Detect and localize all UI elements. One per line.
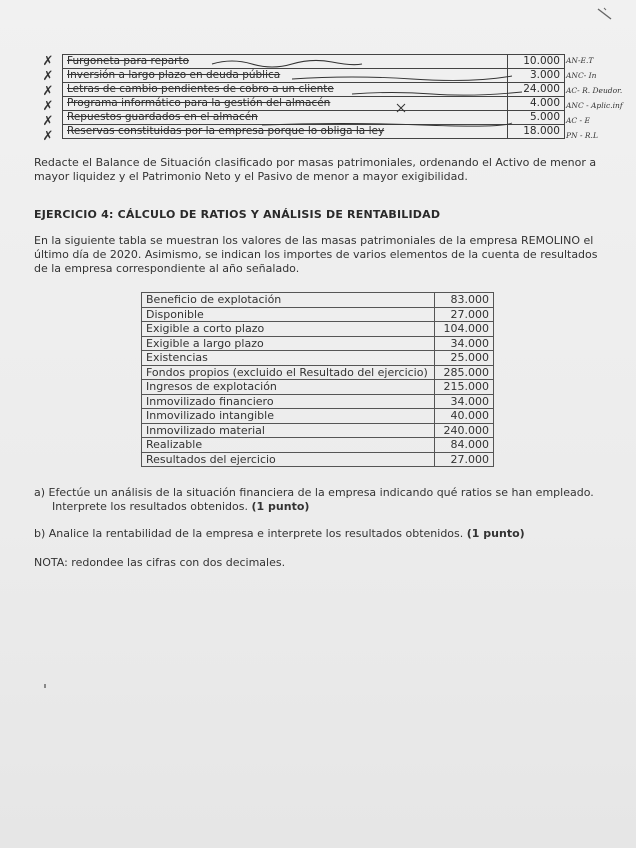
value-cell: 27.000 (435, 452, 494, 467)
question-b-points: (1 punto) (466, 527, 525, 540)
value-cell: 34.000 (435, 336, 494, 351)
value-cell: 25.000 (435, 351, 494, 366)
balance-data-table (141, 292, 494, 467)
label-cell: Beneficio de explotación (142, 293, 435, 308)
label-cell: Ingresos de explotación (142, 380, 435, 395)
table-row (142, 409, 494, 424)
cross-mark: ✗ (42, 84, 54, 99)
value-cell: 215.000 (435, 380, 494, 395)
exercise-heading: EJERCICIO 4: CÁLCULO DE RATIOS Y ANÁLISIS DE RENTABILIDAD (34, 208, 441, 221)
instruction-text: Redacte el Balance de Situación clasificado por masas patrimoniales, ordenando el Activo de menor a mayor liquidez y el Patrimonio Neto y el Pasivo de menor a mayor exigibilidad. (34, 156, 597, 183)
label-cell: Disponible (142, 307, 435, 322)
question-a (34, 486, 614, 514)
value-cell: 83.000 (435, 293, 494, 308)
value-cell: 18.000 (508, 125, 565, 139)
value-cell: 10.000 (508, 55, 565, 69)
label-cell: Inmovilizado financiero (142, 394, 435, 409)
handwritten-note: AC- R. Deudor. (566, 86, 623, 95)
question-b (34, 527, 614, 541)
table-row (142, 365, 494, 380)
question-a-line2-wrap (34, 500, 614, 514)
handwritten-note: AN-E.T (566, 56, 594, 65)
value-cell: 285.000 (435, 365, 494, 380)
cross-mark: ✗ (42, 69, 54, 84)
question-b-text: b) Analice la rentabilidad de la empresa e interprete los resultados obtenidos. (34, 527, 464, 540)
table-row (142, 307, 494, 322)
rounding-note: NOTA: redondee las cifras con dos decimales. (34, 556, 286, 569)
question-a-points: (1 punto) (251, 500, 310, 513)
pen-strikes (62, 54, 566, 146)
table-row (142, 351, 494, 366)
table-row (142, 423, 494, 438)
handwritten-note: PN - R.L (566, 131, 598, 140)
table-row (142, 452, 494, 467)
exercise-intro: En la siguiente tabla se muestran los valores de las masas patrimoniales de la empresa REMOLINO el último día de 2020. Asimismo, se indican los importes de varios elementos de la cuenta de resultados de la empresa correspondiente al año señalado. (34, 234, 598, 275)
table-row (142, 322, 494, 337)
value-cell: 3.000 (508, 69, 565, 83)
label-cell: Realizable (142, 438, 435, 453)
question-a-line2: Interprete los resultados obtenidos. (52, 500, 249, 513)
label-cell: Resultados del ejercicio (142, 452, 435, 467)
table-row (142, 394, 494, 409)
concept-cell: Programa informático para la gestión del almacén (63, 97, 508, 111)
label-cell: Fondos propios (excluido el Resultado del ejercicio) (142, 365, 435, 380)
value-cell: 104.000 (435, 322, 494, 337)
concept-cell: Furgoneta para reparto (63, 55, 508, 69)
concept-cell: Repuestos guardados en el almacén (63, 111, 508, 125)
concept-cell: Inversión a largo plazo en deuda pública (63, 69, 508, 83)
label-cell: Inmovilizado material (142, 423, 435, 438)
handwritten-note: ANC- In (566, 71, 597, 80)
label-cell: Inmovilizado intangible (142, 409, 435, 424)
cross-mark: ✗ (42, 54, 54, 69)
cross-mark: ✗ (42, 129, 54, 144)
value-cell: 34.000 (435, 394, 494, 409)
value-cell: 27.000 (435, 307, 494, 322)
question-a-line1: a) Efectúe un análisis de la situación financiera de la empresa indicando qué ratios se han empleado. (34, 486, 594, 499)
concept-cell: Reservas constituidas por la empresa porque lo obliga la ley (63, 125, 508, 139)
pen-stroke-mark (596, 6, 616, 22)
table-row (142, 336, 494, 351)
table-row (142, 380, 494, 395)
value-cell: 5.000 (508, 111, 565, 125)
value-cell: 84.000 (435, 438, 494, 453)
label-cell: Existencias (142, 351, 435, 366)
table-row (142, 438, 494, 453)
cross-mark: ✗ (42, 114, 54, 129)
value-cell: 240.000 (435, 423, 494, 438)
label-cell: Exigible a corto plazo (142, 322, 435, 337)
value-cell: 4.000 (508, 97, 565, 111)
table-row (142, 293, 494, 308)
cross-mark: ✗ (42, 99, 54, 114)
concept-cell: Letras de cambio pendientes de cobro a un cliente (63, 83, 508, 97)
handwritten-note: ANC - Aplic.inf (566, 101, 623, 110)
value-cell: 40.000 (435, 409, 494, 424)
speck (44, 684, 46, 688)
label-cell: Exigible a largo plazo (142, 336, 435, 351)
value-cell: 24.000 (508, 83, 565, 97)
handwritten-note: AC - E (566, 116, 590, 125)
